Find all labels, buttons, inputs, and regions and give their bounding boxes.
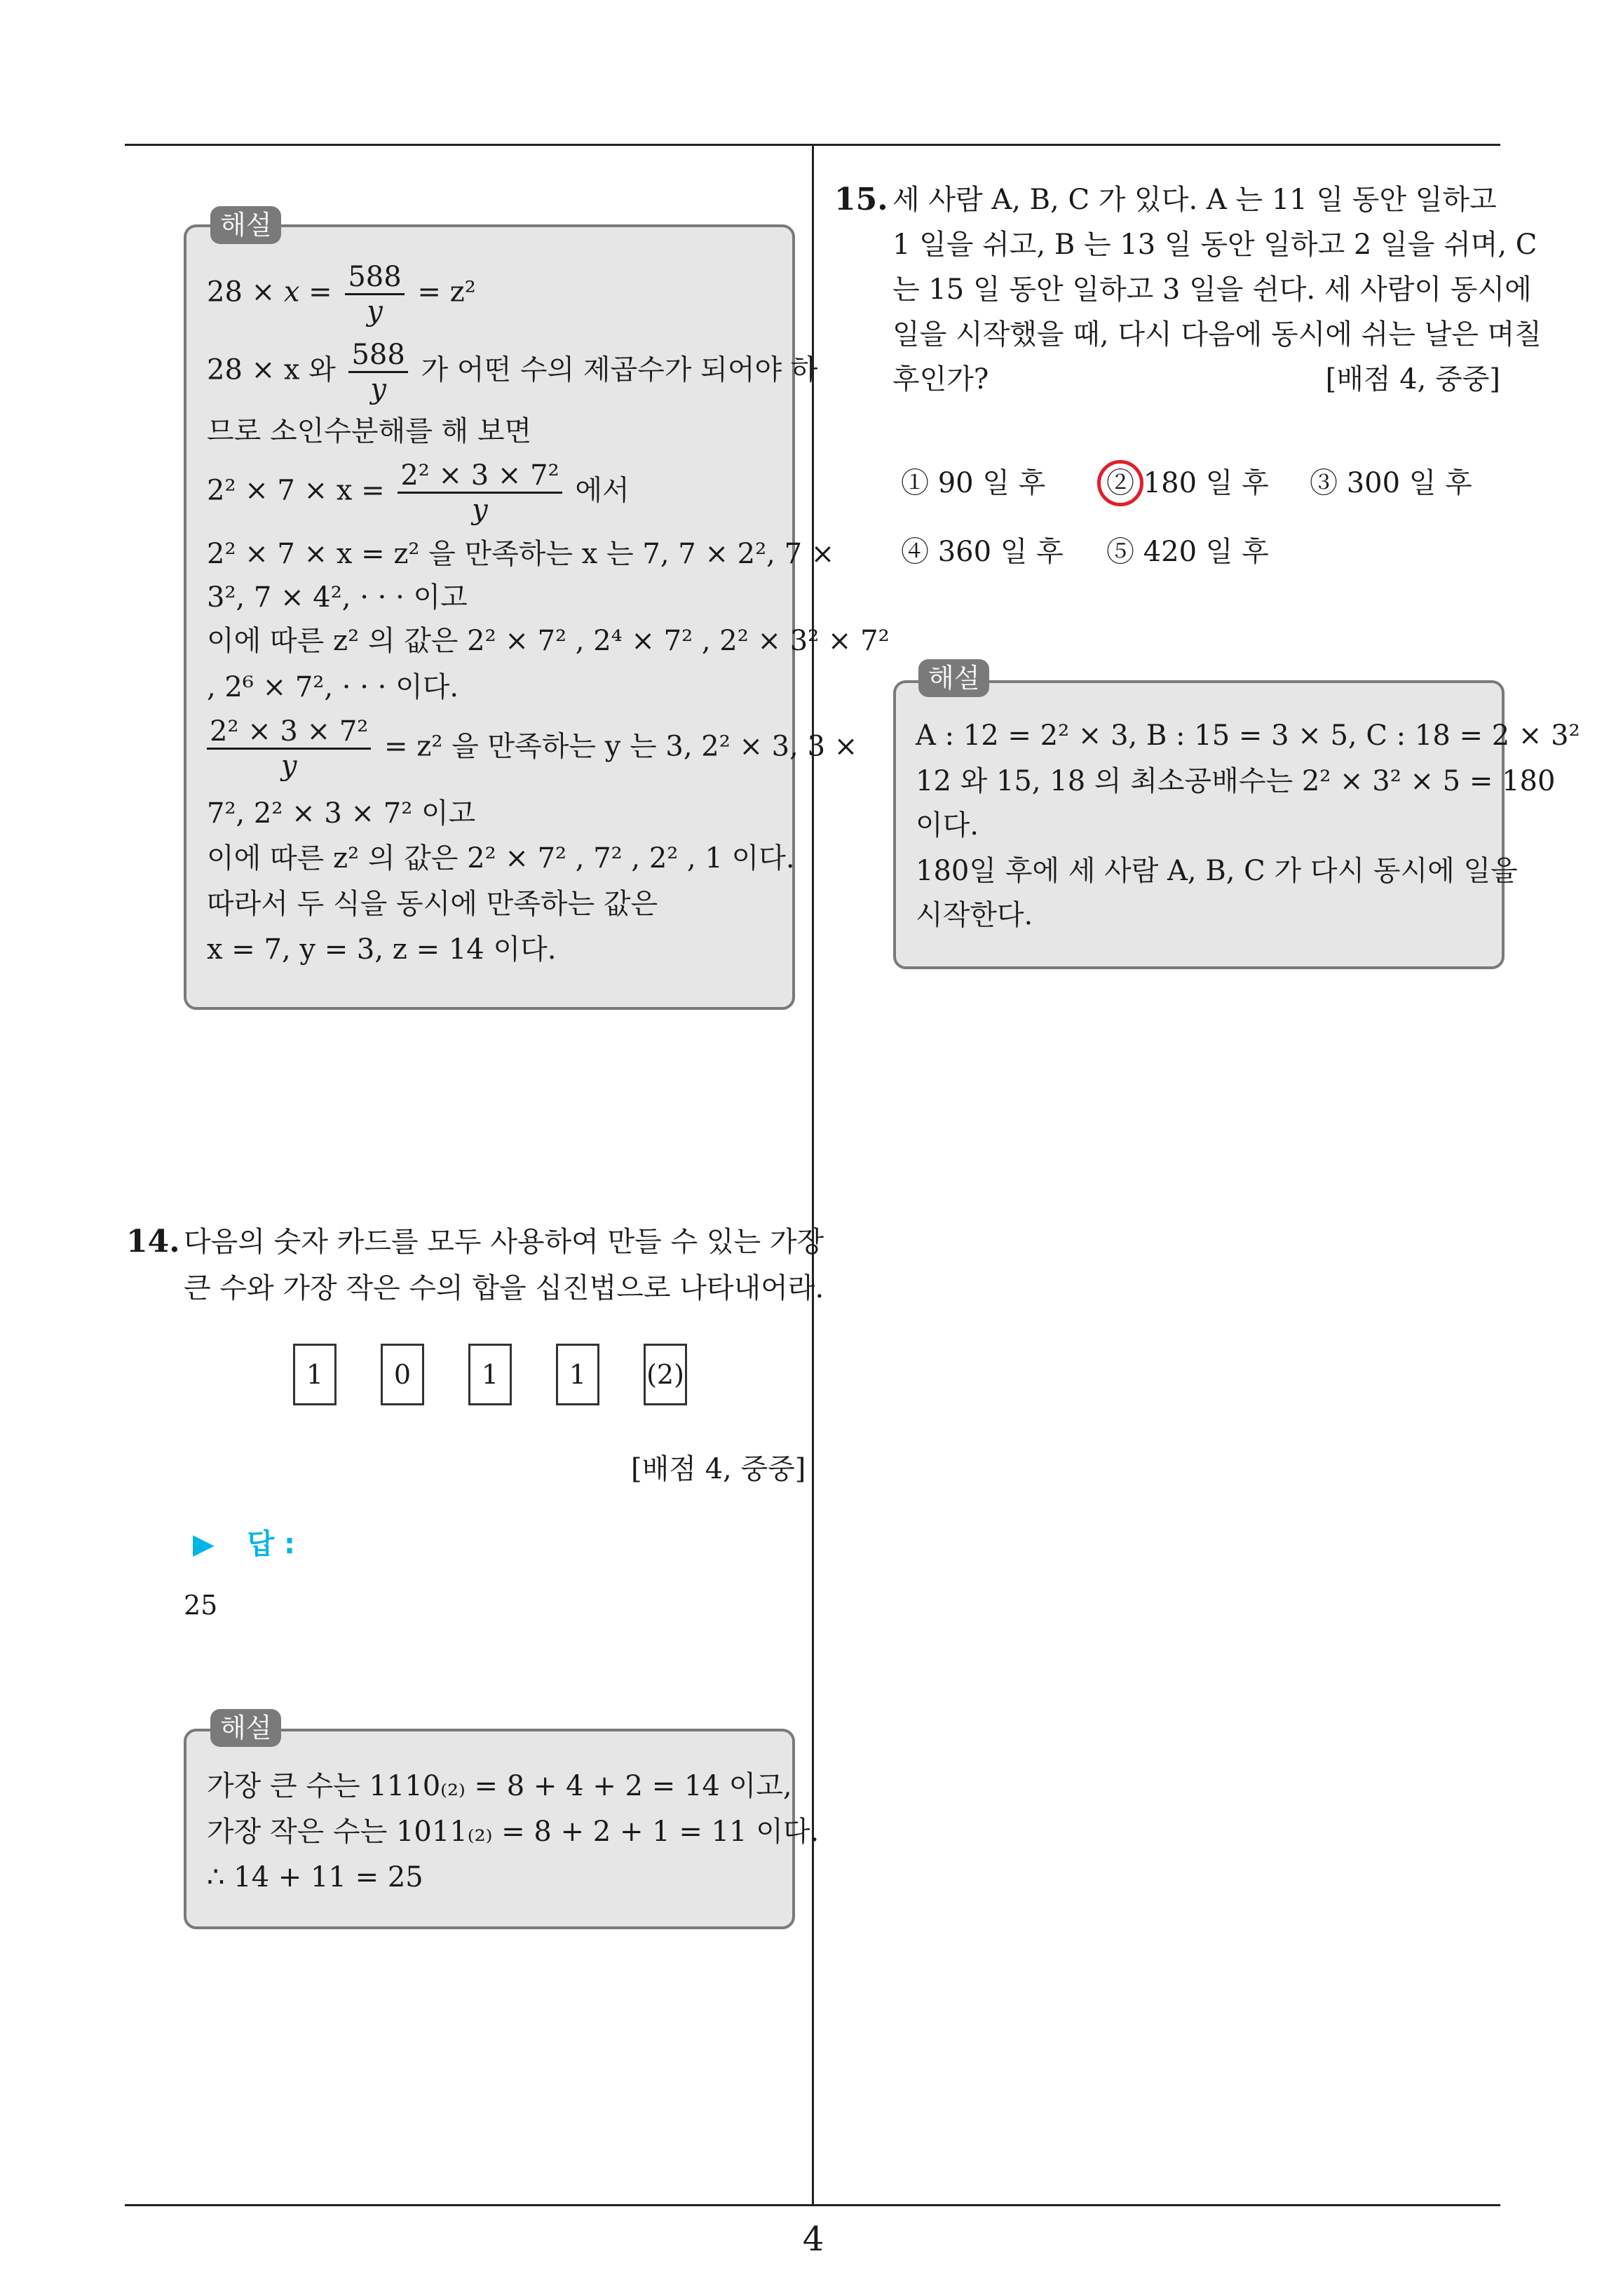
number-card-4: 1 (556, 1344, 599, 1405)
q15-explanation-line1: A : 12 = 2² × 3, B : 15 = 3 × 5, C : 18 = 2 × 3² (916, 720, 1580, 752)
q13-line7: 이에 따른 z² 의 값은 2² × 7² , 2⁴ × 7² , 2² × 3² × 7² (207, 625, 890, 657)
q13-eq1: 28 × x = $\frac{588}{y}$ = z² (207, 261, 476, 327)
number-card-3: 1 (468, 1344, 512, 1405)
q13-line4: 2² × 7 × x = $\frac{\text{2² × 3 × 7²}}{y}$ 에서 (207, 459, 630, 526)
q14-score: [배점 4, 중중] (631, 1453, 806, 1485)
q13-line10: 7², 2² × 3 × 7² 이고 (207, 797, 476, 830)
q13-line3: 므로 소인수분해를 해 보면 (207, 415, 532, 447)
choice-3[interactable]: ③ 300 일 후 (1310, 467, 1472, 499)
q15-explanation-line5: 시작한다. (916, 899, 1033, 931)
q14-explanation-line3: ∴ 14 + 11 = 25 (207, 1861, 423, 1893)
q13-line12: 따라서 두 식을 동시에 만족하는 값은 (207, 888, 658, 920)
q15-text-line2: 1 일을 쉬고, B 는 13 일 동안 일하고 2 일을 쉬며, C (892, 229, 1537, 261)
q15-explanation-tag: 해설 (918, 659, 989, 697)
q14-explanation-line1: 가장 큰 수는 1110₍₂₎ = 8 + 4 + 2 = 14 이고, (207, 1770, 792, 1802)
q13-line11: 이에 따른 z² 의 값은 2² × 7² , 7² , 2² , 1 이다. (207, 842, 795, 874)
q13-explanation-tag: 해설 (210, 206, 281, 244)
q13-line9: $\frac{\text{2² × 3 × 7²}}{y}$ = z² 을 만족하는 y 는 3, 2² × 3, 3 × (207, 715, 857, 782)
q13-line2: 28 × x 와 $\frac{588}{y}$ 가 어떤 수의 제곱수가 되어야 하 (207, 339, 818, 405)
q13-line8: , 2⁶ × 7², · · · 이다. (207, 671, 459, 703)
q14-text-line1: 다음의 숫자 카드를 모두 사용하여 만들 수 있는 가장 (184, 1226, 824, 1258)
number-card-2: 0 (381, 1344, 424, 1405)
choice-2[interactable]: ② 180 일 후 (1106, 467, 1269, 499)
q13-line5: 2² × 7 × x = z² 을 만족하는 x 는 7, 7 × 2², 7 × (207, 538, 835, 570)
q15-explanation-line4: 180일 후에 세 사람 A, B, C 가 다시 동시에 일을 (916, 855, 1518, 887)
column-divider (812, 144, 814, 2206)
q14-answer-value: 25 (184, 1590, 218, 1621)
q15-text-line5: 후인가? (892, 363, 989, 396)
answer-arrow-icon: ▶ (193, 1528, 215, 1560)
q15-text-line4: 일을 시작했을 때, 다시 다음에 동시에 쉬는 날은 며칠 (892, 318, 1542, 351)
answer-label: 답 : (247, 1528, 296, 1560)
q14-explanation-tag: 해설 (210, 1709, 281, 1747)
q15-text-line1: 세 사람 A, B, C 가 있다. A 는 11 일 동안 일하고 (892, 184, 1497, 216)
q13-line13: x = 7, y = 3, z = 14 이다. (207, 933, 557, 966)
bottom-rule (125, 2204, 1500, 2206)
q15-text-line3: 는 15 일 동안 일하고 3 일을 쉰다. 세 사람이 동시에 (892, 274, 1532, 306)
q14-text-line2: 큰 수와 가장 작은 수의 합을 십진법으로 나타내어라. (184, 1272, 824, 1304)
number-card-5: (2) (644, 1344, 687, 1405)
number-card-1: 1 (293, 1344, 337, 1405)
choice-4[interactable]: ④ 360 일 후 (901, 536, 1064, 568)
choice-5[interactable]: ⑤ 420 일 후 (1106, 536, 1269, 568)
q14-answer-row (193, 1525, 295, 1563)
q14-explanation-line2: 가장 작은 수는 1011₍₂₎ = 8 + 2 + 1 = 11 이다. (207, 1816, 820, 1848)
q14-number: 14. (126, 1224, 180, 1260)
q15-number: 15. (834, 182, 888, 217)
page-number: 4 (802, 2220, 824, 2259)
q15-explanation-line2: 12 와 15, 18 의 최소공배수는 2² × 3² × 5 = 180 (916, 765, 1556, 797)
choice-1[interactable]: ① 90 일 후 (901, 467, 1046, 499)
q15-score: [배점 4, 중중] (1325, 363, 1500, 396)
q15-explanation-line3: 이다. (916, 809, 979, 842)
q13-line6: 3², 7 × 4², · · · 이고 (207, 581, 468, 614)
